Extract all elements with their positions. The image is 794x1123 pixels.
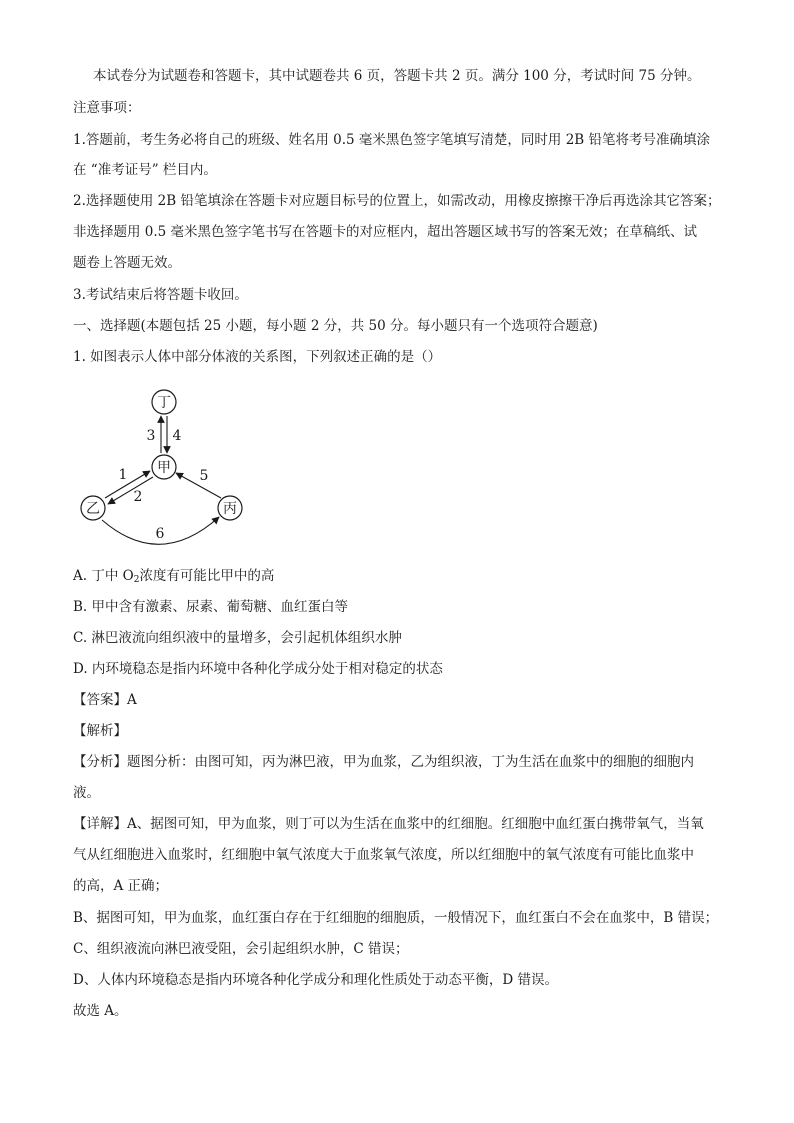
notice-2-cont: 非选择题用 0.5 毫米黑色签字笔书写在答题卡的对应框内，超出答题区域书写的答案无效；在草稿纸、试: [73, 224, 698, 240]
label-1: 1: [118, 467, 128, 483]
arrow-5: [176, 473, 221, 498]
label-4: 4: [172, 428, 182, 444]
answer-value: A: [127, 692, 137, 708]
explain-d: D、人体内环境稳态是指内环境各种化学成分和理化性质处于动态平衡，D 错误。: [73, 972, 558, 988]
notice-1-cont: 在 “准考证号” 栏目内。: [73, 162, 217, 178]
analysis-label: 【解析】: [73, 723, 127, 739]
option-c: C. 淋巴液流向组织液中的量增多，会引起机体组织水肿: [73, 630, 402, 646]
option-d: D. 内环境稳态是指内环境中各种化学成分处于相对稳定的状态: [73, 661, 443, 677]
arrow-1: [105, 471, 150, 498]
xiangjie-line-3: 的高，A 正确；: [73, 878, 169, 894]
body-fluid-diagram: [70, 385, 270, 550]
node-yi-label: 乙: [86, 501, 100, 517]
option-a-sub: 2: [133, 575, 140, 585]
fenxi-line-1: 【分析】题图分析：由图可知，丙为淋巴液，甲为血浆，乙为组织液，丁为生活在血浆中的细胞的细胞内: [73, 754, 694, 770]
node-jia: [152, 455, 176, 479]
notice-1: 1.答题前，考生务必将自己的班级、姓名用 0.5 毫米黑色签字笔填写清楚，同时用 2B 铅笔将考号准确填涂: [73, 132, 711, 148]
explain-c: C、组织液流向淋巴液受阻，会引起组织水肿，C 错误；: [73, 941, 409, 957]
explain-b: B、据图可知，甲为血浆，血红蛋白存在于红细胞的细胞质，一般情况下，血红蛋白不会在血浆中，B 错误；: [73, 910, 719, 926]
arrow-2: [108, 477, 153, 504]
notice-2: 2.选择题使用 2B 铅笔填涂在答题卡对应题目标号的位置上，如需改动，用橡皮擦擦干净后再选涂其它答案；: [73, 193, 721, 209]
label-2: 2: [133, 489, 143, 505]
xiangjie-line-1: 【详解】A、据图可知，甲为血浆，则丁可以为生活在血浆中的红细胞。红细胞中血红蛋白携带氧气，当氧: [73, 816, 704, 832]
answer-label: 【答案】: [73, 692, 127, 708]
label-5: 5: [199, 468, 209, 484]
label-3: 3: [146, 428, 156, 444]
intro-text: 本试卷分为试题卷和答题卡，其中试题卷共 6 页，答题卡共 2 页。满分 100 分，考试时间 75 分钟。: [93, 68, 701, 84]
label-6: 6: [155, 526, 165, 542]
notice-2-cont2: 题卷上答题无效。: [73, 255, 181, 271]
xiangjie-line-2: 气从红细胞进入血浆时，红细胞中氧气浓度大于血浆氧气浓度，所以红细胞中的氧气浓度有可能比血浆中: [73, 847, 694, 863]
option-a: [73, 566, 733, 590]
node-jia-label: 甲: [157, 460, 171, 476]
question-stem: 1. 如图表示人体中部分体液的关系图，下列叙述正确的是（）: [73, 349, 442, 365]
fenxi-line-2: 液。: [73, 785, 100, 801]
notice-3: 3.考试结束后将答题卡收回。: [73, 287, 248, 303]
node-bing-label: 丙: [223, 501, 237, 517]
option-a-post: 浓度有可能比甲中的高: [139, 568, 275, 584]
section-title: 一、选择题(本题包括 25 小题，每小题 2 分，共 50 分。每小题只有一个选项符合题意): [73, 318, 598, 334]
node-ding-label: 丁: [157, 395, 171, 411]
notice-title: 注意事项：: [73, 100, 141, 116]
node-bing: [218, 496, 242, 520]
node-ding: [152, 390, 176, 414]
conclusion: 故选 A。: [73, 1003, 128, 1019]
option-b: B. 甲中含有激素、尿素、葡萄糖、血红蛋白等: [73, 599, 349, 615]
node-yi: [81, 496, 105, 520]
option-a-pre: A. 丁中 O: [73, 568, 134, 584]
answer-line: [73, 690, 733, 710]
